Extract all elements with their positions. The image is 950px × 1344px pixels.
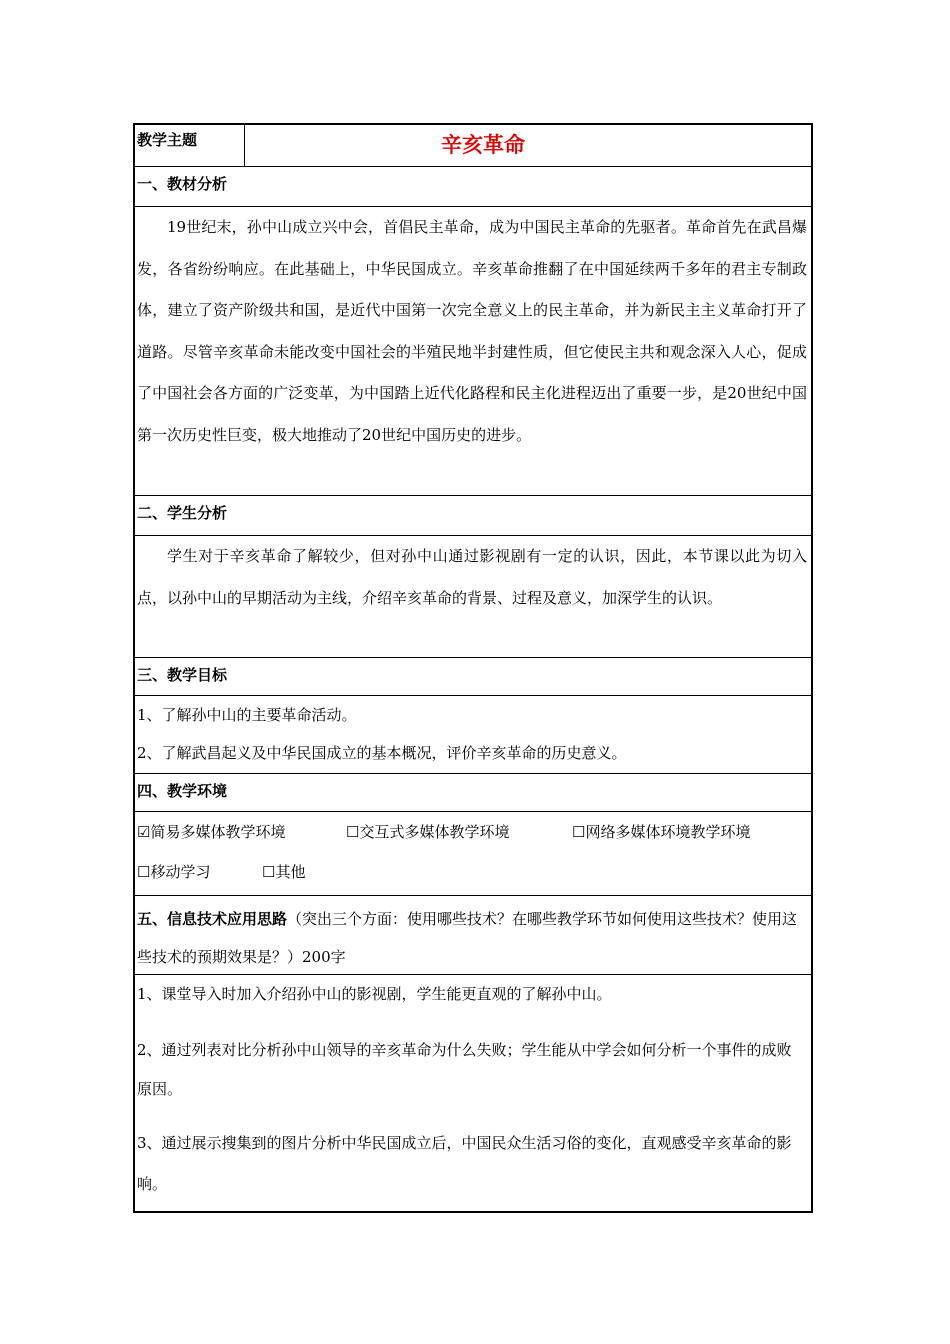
tech-item: 1、课堂导入时加入介绍孙中山的影视剧，学生能更直观的了解孙中山。 <box>137 985 612 1003</box>
lesson-plan-table <box>133 123 813 1213</box>
students-body: 学生对于辛亥革命了解较少，但对孙中山通过影视剧有一定的认识，因此，本节课以此为切入点，以孙中山的早期活动为主线，介绍辛亥革命的背景、过程及意义，加深学生的认识。 <box>137 547 807 607</box>
env-option-other[interactable] <box>262 852 305 892</box>
environment-heading: 四、教学环境 <box>137 782 228 800</box>
environment-options-line-2 <box>135 852 811 892</box>
students-heading: 二、学生分析 <box>137 504 228 522</box>
goals-heading: 三、教学目标 <box>137 666 228 684</box>
section-body-students <box>135 536 811 658</box>
env-option-label: 网络多媒体环境教学环境 <box>585 823 751 841</box>
env-option-network[interactable] <box>572 812 750 852</box>
env-option-simple[interactable] <box>137 812 346 852</box>
tech-item: 3、通过展示搜集到的图片分析中华民国成立后，中国民众生活习俗的变化，直观感受辛亥革命的影响。 <box>137 1134 792 1193</box>
tech-subheading: （突出三个方面：使用哪些技术？在哪些教学环节如何使用这些技术？使用这些技术的预期效果是？）200字 <box>137 910 798 966</box>
section-body-goals <box>135 696 811 774</box>
section-heading-tech <box>135 896 811 975</box>
section-heading-textbook <box>135 167 811 207</box>
checkbox-icon[interactable]: ☐ <box>262 863 276 881</box>
tech-item: 2、通过列表对比分析孙中山领导的辛亥革命为什么失败；学生能从中学会如何分析一个事件的成败原因。 <box>137 1041 792 1098</box>
checkbox-checked-icon[interactable]: ☑ <box>137 823 151 841</box>
topic-label: 教学主题 <box>135 125 245 166</box>
section-heading-goals <box>135 658 811 696</box>
checkbox-icon[interactable]: ☐ <box>346 823 360 841</box>
goal-item: 1、了解孙中山的主要革命活动。 <box>137 706 357 724</box>
textbook-body: 19世纪末，孙中山成立兴中会，首倡民主革命，成为中国民主革命的先驱者。革命首先在武昌爆发，各省纷纷响应。在此基础上，中华民国成立。辛亥革命推翻了在中国延续两千多年的君主专制政体，建立了资产阶级共和国，是近代中国第一次完全意义上的民主革命，并为新民主主义革命打开了道路。尽管辛亥革命未能改变中国社会的半殖民地半封建性质，但它使民主共和观念深入人心，促成了中国社会各方面的广泛变革，为中国踏上近代化路程和民主化进程迈出了重要一步，是20世纪中国第一次历史性巨变，极大地推动了20世纪中国历史的进步。 <box>137 218 807 444</box>
tech-heading-block <box>135 896 811 976</box>
section-body-textbook <box>135 207 811 496</box>
section-heading-students <box>135 496 811 536</box>
env-option-interactive[interactable] <box>346 812 572 852</box>
tech-heading: 五、信息技术应用思路 <box>137 910 288 928</box>
section-body-environment <box>135 812 811 896</box>
environment-options-line-1 <box>135 812 811 852</box>
section-heading-environment <box>135 774 811 812</box>
lesson-title-text: 辛亥革命 <box>441 133 525 157</box>
lesson-title <box>245 125 811 166</box>
goal-item: 2、了解武昌起义及中华民国成立的基本概况，评价辛亥革命的历史意义。 <box>137 744 627 762</box>
env-option-label: 移动学习 <box>150 863 211 881</box>
checkbox-icon[interactable]: ☐ <box>137 863 151 881</box>
checkbox-icon[interactable]: ☐ <box>572 823 586 841</box>
textbook-heading: 一、教材分析 <box>137 175 228 193</box>
env-option-mobile[interactable] <box>137 852 262 892</box>
section-body-tech <box>135 975 811 1211</box>
env-option-label: 交互式多媒体教学环境 <box>359 823 510 841</box>
env-option-label: 其他 <box>275 863 306 881</box>
title-row <box>135 125 811 167</box>
env-option-label: 简易多媒体教学环境 <box>150 823 286 841</box>
